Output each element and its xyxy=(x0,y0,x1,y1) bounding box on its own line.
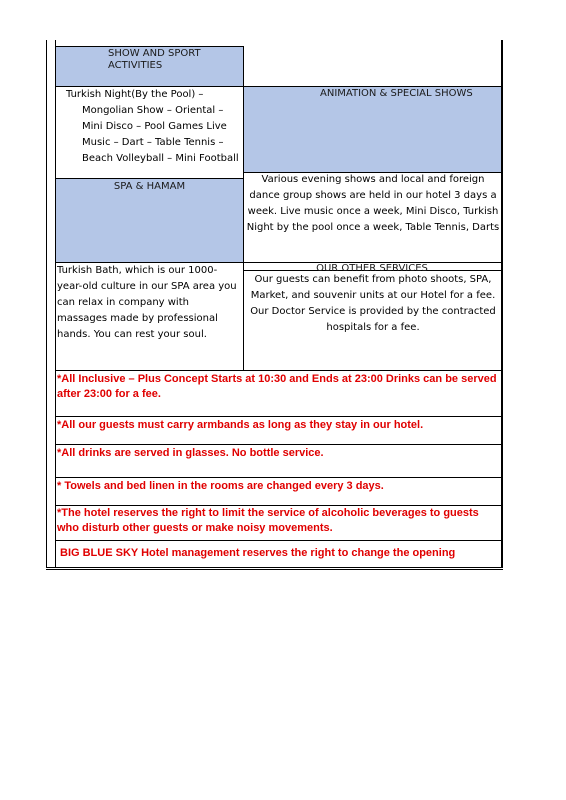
rule xyxy=(56,444,501,445)
column-divider xyxy=(243,46,244,370)
spa-text: Turkish Bath, which is our 1000-year-old culture in our SPA area you can relax in company with massages made by professional hands. You can rest your soul. xyxy=(57,265,237,340)
outer-left-border xyxy=(46,40,47,568)
note-armbands: *All our guests must carry armbands as long as they stay in our hotel. xyxy=(57,419,424,431)
rule xyxy=(56,46,243,47)
animation-text: Various evening shows and local and foreign dance group shows are held in our hotel 3 days a week. Live music once a week, Mini Disco, Turkish Night by the pool once a week, Table Tennis, Darts xyxy=(246,174,500,233)
note-all-inclusive: *All Inclusive – Plus Concept Starts at 10:30 and Ends at 23:00 Drinks can be served after 23:00 for a fee. xyxy=(57,373,497,400)
note-glasses: *All drinks are served in glasses. No bottle service. xyxy=(57,447,324,459)
rule xyxy=(56,540,501,541)
rule xyxy=(56,370,501,371)
rule xyxy=(56,178,243,179)
spa-title: SPA & HAMAM xyxy=(113,181,186,192)
bottom-border-2 xyxy=(46,569,503,570)
other-title-clip xyxy=(243,262,501,271)
outer-right-border-2 xyxy=(502,40,503,568)
animation-title: ANIMATION & SPECIAL SHOWS xyxy=(320,88,473,99)
note-towels: * Towels and bed linen in the rooms are changed every 3 days. xyxy=(57,480,384,492)
inner-left-border xyxy=(55,40,56,568)
note-alcohol: *The hotel reserves the right to limit the service of alcoholic beverages to guests who disturb other guests or make noisy movements. xyxy=(57,507,479,534)
show-sport-title: SHOW AND SPORT ACTIVITIES xyxy=(108,48,201,71)
bottom-border xyxy=(46,567,503,568)
note-management: BIG BLUE SKY Hotel management reserves the right to change the opening xyxy=(60,547,456,559)
show-sport-text: Turkish Night(By the Pool) – Mongolian Show – Oriental – Mini Disco – Pool Games Live Music – Dart – Table Tennis – Beach Volleyball – Mini Football xyxy=(66,89,239,164)
rule xyxy=(56,416,501,417)
other-text: Our guests can benefit from photo shoots, SPA, Market, and souvenir units at our Hotel for a fee. Our Doctor Service is provided by the contracted hospitals for a fee. xyxy=(250,274,496,333)
rule xyxy=(56,477,501,478)
other-title: OUR OTHER SERVICES xyxy=(316,263,428,271)
